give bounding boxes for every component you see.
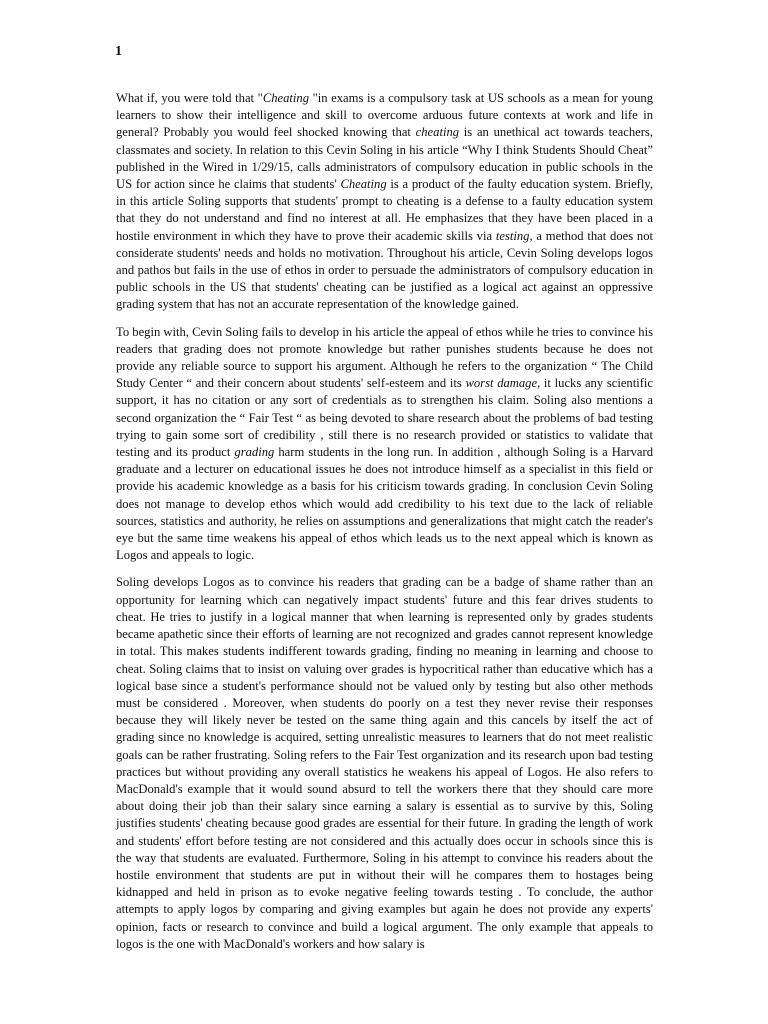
text-run: it lucks any scientific support, it has no citation or any sort of credentials as to strengthen his claim. Soling also mentions a second organization the “ Fair Test “ as being devoted to share research about the problems of bad testing trying to gain some sort of credibility , still there is no research provided or statistics to validate that testing and its product: [116, 376, 653, 460]
text-run: is a product of the faulty education system. Briefly, in this article Soling supports that students' prompt to cheating is a defense to a faulty education system that they do not understand and find no interest at all. He emphasizes that they have been placed in a hostile environment in which they have to prove their academic skills via: [116, 177, 653, 243]
text-run: a method that does not considerate students' needs and holds no motivation. Throughout his article, Cevin Soling develops logos and pathos but fails in the use of ethos in order to persuade the administrators of compulsory education in public schools in the US that students' cheating can be justified as a logical act against an oppressive grading system that has not an accurate representation of the knowledge gained.: [116, 228, 653, 312]
italic-text-run: Cheating: [262, 91, 309, 105]
paragraph-ethos: [116, 324, 653, 565]
paragraph-logos: [116, 574, 653, 952]
text-run: To begin with, Cevin Soling fails to develop in his article the appeal of ethos while he tries to convince his readers that grading does not promote knowledge but rather punishes students because he does not provide any reliable source to support his argument. Although he refers to the organization “ The Child Study Center “ and their concern about students' self-esteem and its: [116, 324, 653, 391]
text-run: harm students in the long run. In addition , although Soling is a Harvard graduate and a lecturer on educational issues he does not introduce himself as a specialist in this field or provide his academic knowledge as a basis for his criticism towards grading. In conclusion Cevin Soling does not manage to develop ethos which would add credibility to his text due to the lack of reliable sources, statistics and authority, he relies on assumptions and generalizations that might catch the reader's eye but the same time weakens his appeal of ethos which leads us to the next appeal which is known as Logos and appeals to logic.: [116, 445, 653, 563]
text-run: "in exams is a compulsory task at US schools as a mean for young learners to show their intelligence and skill to overcome arduous future contexts at work and life in general? Probably you would feel shocked knowing that: [116, 91, 654, 140]
text-run: What if, you were told that ": [116, 91, 263, 105]
paragraph-intro: [116, 90, 653, 314]
page-number: 1: [115, 44, 122, 59]
body-text: [116, 90, 653, 963]
italic-text-run: testing,: [495, 228, 533, 243]
text-run: is an unethical act towards teachers, classmates and society. In relation to this Cevin Soling in his article “Why I think Students Should Cheat” published in the Wired in 1/29/15, calls administrators of compulsory education in public schools in the US for action since he claims that students': [116, 125, 653, 192]
italic-text-run: Cheating: [340, 177, 387, 192]
italic-text-run: worst damage,: [465, 376, 541, 391]
italic-text-run: cheating: [415, 125, 460, 140]
italic-text-run: grading: [234, 445, 275, 460]
text-run: Soling develops Logos as to convince his readers that grading can be a badge of shame rather than an opportunity for learning which can negatively impact students' future and this fear drives students to cheat. He tries to justify in a logical manner that when learning is represented only by grades students became apathetic since their efforts of learning are not recognized and grades cannot represent knowledge in total. This makes students indifferent towards grading, finding no meaning in learning and choose to cheat. Soling claims that to insist on valuing over grades is hypocritical rather than educative which has a logical base since a student's performance should not be valued only by testing but also other methods must be considered . Moreover, when students do poorly on a test they never revise their responses because they will likely never be tested on the same thing again and this cancels by itself the act of grading since no knowledge is acquired, setting unrealistic measures to learners that do not meet realistic goals can be rather frustrating. Soling refers to the Fair Test organization and its research upon bad testing practices but without providing any overall statistics he weakens his appeal of Logos. He also refers to MacDonald's example that it would sound absurd to tell the workers there that they should care more about doing their job than their salary since earning a salary is essential as to survive by this, Soling justifies students' cheating because good grades are essential for their future. In grading the length of work and students' effort before testing are not considered and this actually does occur in schools since this is the way that students are evaluated. Furthermore, Soling in his attempt to convince his readers about the hostile environment that students are put in without their will he compares them to hostages being kidnapped and held in prison as to evoke negative feeling towards testing . To conclude, the author attempts to apply logos by comparing and giving examples but again he does not provide any experts' opinion, facts or research to convince and build a logical argument. The only example that appeals to logos is the one with MacDonald's workers and how salary is: [116, 575, 653, 951]
